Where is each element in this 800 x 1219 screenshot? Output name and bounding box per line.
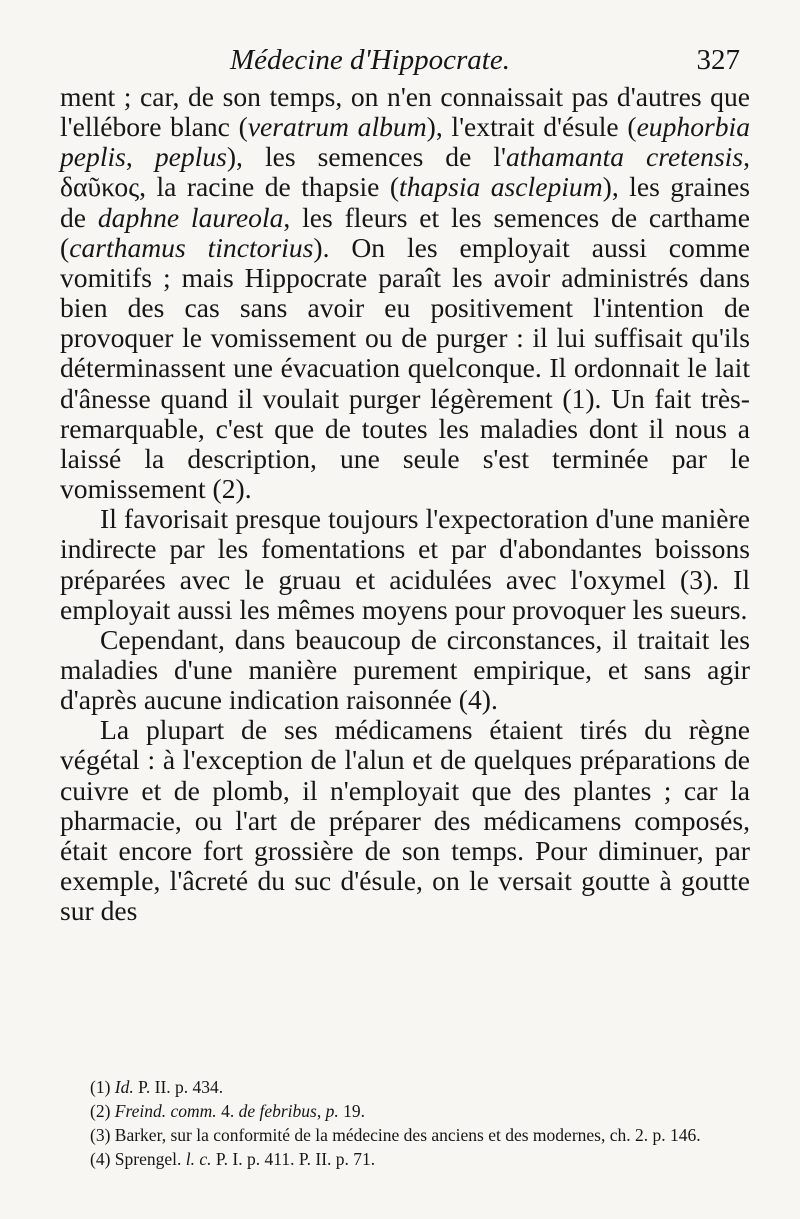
footnotes (90, 1075, 750, 1171)
italic-run: daphne laureola (97, 201, 284, 233)
text-run: (2) (90, 1101, 115, 1121)
italic-run: carthamus tinctorius (69, 231, 314, 263)
text-run: (4) Sprengel. (90, 1149, 186, 1169)
text-run: Il favorisait presque toujours l'expectoration d'une manière indirecte par les fomentations et par d'abondantes boissons préparées avec le gruau et acidulées avec l'oxymel (3). Il employait aussi les mêmes moyens pour provoquer les sueurs. (60, 503, 750, 625)
italic-run: de febribus (238, 1101, 317, 1121)
text-run: ), les graines de (60, 171, 750, 233)
paragraph (60, 504, 750, 625)
text-run: P. II. p. 434. (133, 1077, 224, 1097)
footnote (90, 1075, 750, 1099)
text-run: , δαῦκος, la racine de thapsie ( (60, 141, 750, 203)
text-run: , (125, 141, 155, 173)
italic-run: p. (325, 1101, 339, 1121)
italic-run: thapsia asclepium (399, 171, 603, 203)
italic-run: peplus (154, 141, 227, 173)
text-run: ), les semences de l' (226, 141, 506, 173)
paragraph (60, 82, 750, 504)
paragraph (60, 625, 750, 715)
footnote (90, 1099, 750, 1123)
italic-run: euphorbia peplis (60, 111, 750, 173)
body-text (60, 82, 750, 926)
text-run: , (316, 1101, 326, 1121)
italic-run: veratrum album (247, 111, 427, 143)
italic-run: athamanta cretensis (505, 141, 744, 173)
footnote (90, 1147, 750, 1171)
italic-run: Id. (114, 1077, 134, 1097)
text-run: (1) (90, 1077, 115, 1097)
text-run: P. I. p. 411. P. II. p. 71. (211, 1149, 376, 1169)
text-run: La plupart de ses médicamens étaient tirés du règne végétal : à l'exception de l'alun et de quelques préparations de cuivre et de plomb, il n'employait que des plantes ; car la pharmacie, ou l'art de préparer des médicamens composés, était encore fort grossière de son temps. Pour diminuer, par exemple, l'âcreté du suc d'ésule, on le versait goutte à goutte sur des (60, 714, 750, 927)
text-run: 19. (338, 1101, 365, 1121)
page-number: 327 (696, 44, 740, 76)
text-run: (3) Barker, sur la conformité de la médecine des anciens et des modernes, ch. 2. p. 146. (90, 1125, 701, 1145)
running-title: Médecine d'Hippocrate. (230, 44, 510, 76)
italic-run: Freind. comm. (114, 1101, 217, 1121)
text-run: ment ; car, de son temps, on n'en connaissait pas d'autres que l'ellébore blanc ( (60, 81, 750, 143)
footnote (90, 1123, 750, 1147)
text-run: ). On les employait aussi comme vomitifs ; mais Hippocrate paraît les avoir administrés dans bien des cas sans avoir eu positivement l'intention de provoquer le vomissement ou de purger : il lui suffisait qu'ils déterminassent une évacuation quelconque. Il ordonnait le lait d'ânesse quand il voulait purger légèrement (1). Un fait très-remarquable, c'est que de toutes les maladies dont il nous a laissé la description, une seule s'est terminée par le vomissement (2). (60, 231, 750, 505)
running-header (60, 42, 740, 86)
italic-run: l. c. (185, 1149, 212, 1169)
text-run: , les fleurs et les semences de carthame ( (60, 201, 750, 263)
text-run: ), l'extrait d'ésule ( (426, 111, 637, 143)
text-run: Cependant, dans beaucoup de circonstances, il traitait les maladies d'une manière purement empirique, et sans agir d'après aucune indication raisonnée (4). (60, 623, 750, 716)
paragraph (60, 715, 750, 926)
text-run: 4. (216, 1101, 239, 1121)
